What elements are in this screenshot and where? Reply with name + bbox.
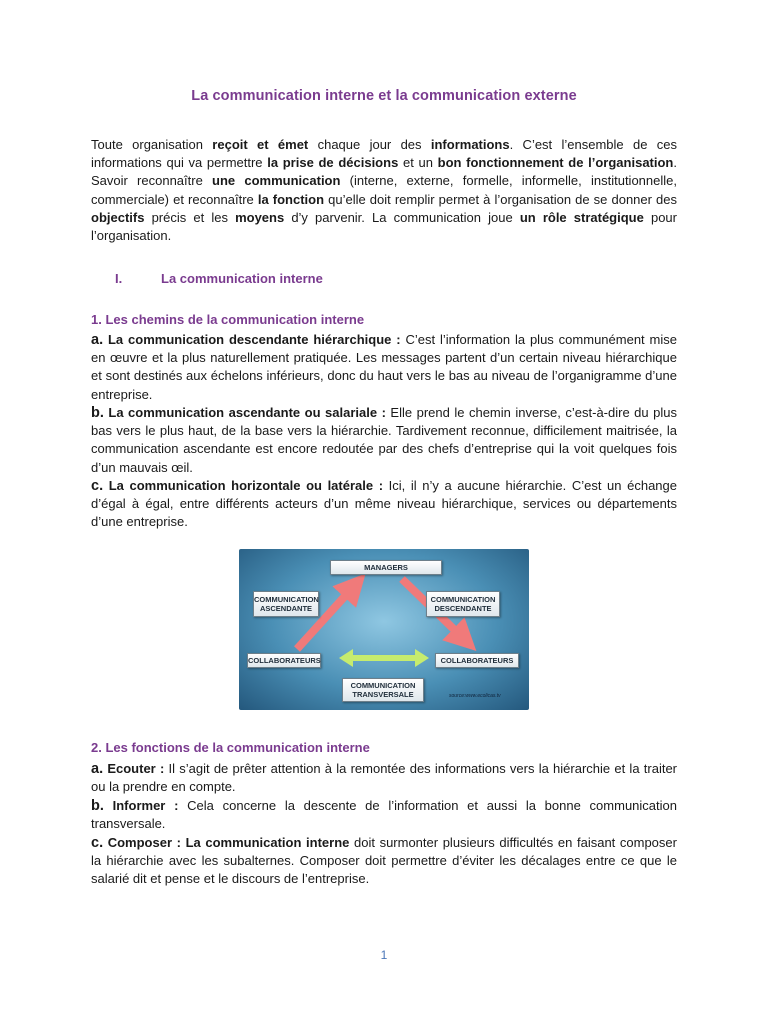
path-item-horizontal (91, 477, 677, 532)
intro-text: Toute organisation (91, 137, 213, 152)
ascending-box: COMMUNICATION ASCENDANTE (253, 591, 319, 617)
item-letter: c. (91, 835, 104, 851)
path-item-descending (91, 331, 677, 404)
item-letter: a. (91, 761, 104, 777)
collaborators-left-box: COLLABORATEURS (247, 653, 321, 668)
managers-box: MANAGERS (330, 560, 442, 575)
section-number: I. (115, 271, 123, 286)
item-bold: La communication ascendante ou salariale : (108, 405, 386, 420)
function-item-compose (91, 834, 677, 889)
document-title: La communication interne et la communication externe (191, 88, 577, 104)
intro-bold: bon fonctionnement de l’organisation (437, 155, 674, 171)
intro-bold: un rôle stratégique (519, 209, 644, 225)
function-item-inform (91, 797, 677, 833)
intro-paragraph (91, 136, 677, 245)
item-letter: c. (91, 478, 104, 494)
path-item-ascending (91, 404, 677, 477)
transverse-arrow (339, 649, 429, 667)
intro-bold: moyens (235, 209, 285, 225)
item-letter: b. (91, 798, 104, 814)
intro-text: . C’est l’ensemble de ces informations qui va permettre (91, 137, 677, 171)
item-bold: Composer : (107, 835, 181, 850)
item-bold: Informer : (112, 798, 179, 813)
item-letter: b. (91, 405, 104, 421)
subsection-heading-paths: 1. Les chemins de la communication interne (91, 312, 365, 327)
page-number: 1 (380, 948, 388, 962)
item-bold: La communication horizontale ou latérale : (108, 478, 384, 493)
section-heading (115, 271, 323, 286)
item-letter: a. (91, 332, 104, 348)
intro-bold: reçoit et émet (212, 137, 309, 152)
collaborators-right-box: COLLABORATEURS (435, 653, 519, 668)
transverse-box: COMMUNICATION TRANSVERSALE (342, 678, 424, 702)
item-text: doit surmonter plusieurs difficultés en faisant composer la hiérarchie avec les subalternes. Composer doit permettre d’éviter les décalages entre ce que le salarié dit et pense et le discours de l’entreprise. (91, 835, 677, 887)
intro-text: (interne, externe, formelle, informelle, institutionnelle, commerciale) et reconnaître (91, 173, 677, 207)
intro-text: et un (398, 155, 438, 171)
item-text: Il s’agit de prêter attention à la remontée des informations vers la hiérarchie et la traiter ou la prendre en compte. (91, 761, 678, 795)
communication-diagram (239, 549, 529, 710)
intro-text: qu’elle doit remplir permet à l’organisation de se donner des (324, 191, 678, 207)
intro-bold: objectifs (91, 209, 145, 225)
intro-bold: la prise de décisions (267, 155, 399, 171)
descending-box: COMMUNICATION DESCENDANTE (426, 591, 500, 617)
intro-bold: informations (430, 137, 510, 152)
item-bold: La communication descendante hiérarchique : (107, 332, 401, 347)
item-text: Ici, il n’y a aucune hiérarchie. C’est un échange d’égal à égal, entre différents acteurs d’un même niveau hiérarchique, services ou départements d’une entreprise. (91, 478, 677, 530)
intro-text: d’y parvenir. La communication joue (284, 209, 520, 225)
intro-text: précis et les (144, 209, 236, 225)
section-label: La communication interne (161, 271, 323, 286)
item-text: Elle prend le chemin inverse, c’est-à-dire du plus bas vers le plus haut, de la base vers la hiérarchie. Tardivement reconnue, difficilement maitrisée, la communication ascendante est encore redoutée par des chefs d’entreprise qui la voit quelques fois d’un mauvais œil. (91, 405, 677, 475)
function-item-listen (91, 760, 677, 796)
subsection-heading-functions: 2. Les fonctions de la communication interne (91, 740, 370, 755)
item-text: Cela concerne la descente de l’information et aussi la bonne communication transversale. (91, 798, 677, 832)
intro-bold: la fonction (257, 191, 325, 207)
intro-text: chaque jour des (308, 137, 431, 152)
item-text: C’est l’information la plus communément mise en œuvre et la plus naturellement pratiquée. Les messages partent d’un certain niveau hiérarchique et sont destinés aux échelons inférieurs, donc du haut vers le bas au niveau de l’organigramme d’une entreprise. (91, 332, 677, 402)
intro-bold: une communication (212, 173, 341, 189)
intro-text: . Savoir reconnaître (91, 155, 677, 189)
item-bold: La communication interne (180, 835, 350, 850)
intro-text: pour l’organisation. (91, 209, 677, 244)
item-bold: Ecouter : (107, 761, 165, 776)
diagram-source: source:www.ecolicas.tv (449, 693, 501, 699)
